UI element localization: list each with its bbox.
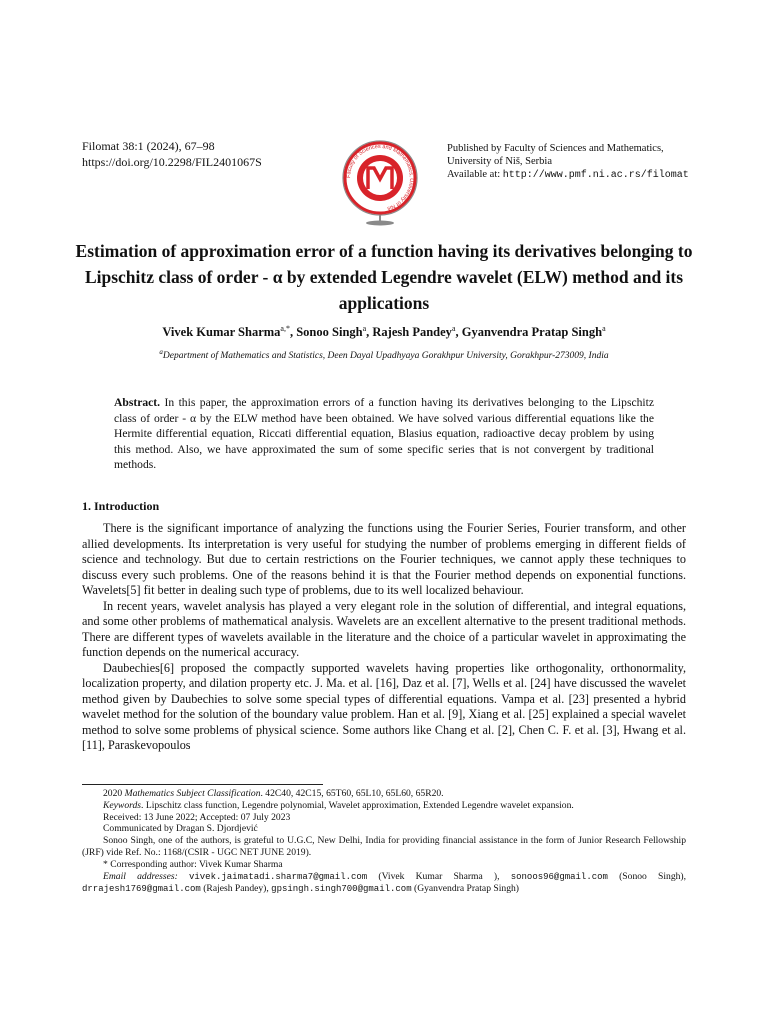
availability-line: [447, 168, 689, 182]
seal-ring-text: Faculty of Sciences and Mathematics, University of Niš: [345, 143, 415, 212]
journal-url-link[interactable]: http://www.pmf.ni.ac.rs/filomat: [502, 170, 689, 181]
author-separator: ,: [455, 325, 462, 340]
intro-body: [82, 521, 686, 754]
author-name: Gyanvendra Pratap Singh: [461, 325, 603, 340]
affiliation-sup: a: [159, 348, 163, 356]
msc-year: 2020: [103, 788, 125, 799]
msc-line: [82, 788, 686, 800]
faculty-seal-icon: [337, 131, 423, 227]
author-affil-sup: a,*: [280, 324, 290, 333]
email-owner: (Gyanvendra Pratap Singh): [411, 883, 519, 895]
grant-line: Sonoo Singh, one of the authors, is grateful to U.G.C, New Delhi, India for providing financial assistance in the form of Junior Research Fellowship (JRF) vide Ref. No.: 1168/(CSIR - UGC NET JUNE 2019).: [82, 835, 686, 858]
email-label: Email addresses:: [103, 870, 178, 882]
author-name: Vivek Kumar Sharma: [162, 325, 281, 340]
author-affil-sup: a: [362, 324, 367, 333]
footnote-rule: [82, 784, 323, 785]
author-separator: ,: [289, 325, 297, 340]
abstract-text: In this paper, the approximation errors of a function having its derivatives belonging to the Lipschitz class of order - α by the ELW method have been obtained. We have solved various differential equations like the Hermite differential equation, Riccati differential equation, Blasius equation, radioactive decay problem by using this method. Also, we have approximated the sum of some specific series that is not convergent by traditional methods.: [114, 396, 654, 471]
email-link[interactable]: gpsingh.singh700@gmail.com: [271, 884, 412, 895]
affiliation-text: Department of Mathematics and Statistics, Deen Dayal Upadhyaya Gorakhpur University, Gorakhpur-273009, India: [162, 351, 609, 362]
author-affil-sup: a: [602, 324, 606, 333]
section-heading: 1. Introduction: [82, 499, 160, 513]
university-line: University of Niš, Serbia: [447, 156, 552, 167]
author-list: [80, 324, 688, 340]
publisher-line: Published by Faculty of Sciences and Mathematics,: [447, 143, 664, 154]
author-name: Rajesh Pandey: [372, 325, 452, 340]
abstract-label: Abstract.: [114, 396, 161, 409]
email-owner: (Vivek Kumar Sharma ),: [367, 870, 511, 882]
author-affil-sup: a: [451, 324, 456, 333]
publisher-info: [447, 142, 689, 182]
journal-logo: [337, 131, 423, 227]
email-owner: (Sonoo Singh),: [607, 870, 686, 882]
keywords-text: . Lipschitz class function, Legendre polynomial, Wavelet approximation, Extended Legendre wavelet expansion.: [141, 799, 574, 811]
msc-label: Mathematics Subject Classification: [124, 788, 261, 799]
msc-codes: . 42C40, 42C15, 65T60, 65L10, 65L60, 65R20.: [260, 788, 444, 799]
email-link[interactable]: vivek.jaimatadi.sharma7@gmail.com: [188, 871, 368, 882]
corresponding-line: * Corresponding author: Vivek Kumar Sharma: [103, 858, 283, 870]
paragraph: Daubechies[6] proposed the compactly supported wavelets having properties like orthogonality, orthonormality, localization property, and dilation property etc. J. Ma. et al. [16], Daz et al. [7], Wells et al. [24] have discussed the wavelet method given by Daubechies to solve some special types of differential equations. Vampa et al. [23] presented a hybrid wavelet method for the solution of the boundary value problem. Han et al. [9], Xiang et al. [25] explained a special wavelet method to solve some problems of physical science. Some authors like Chang et al. [2], Chen C. F. et al. [3], Hwang et al. [11], Paraskevopoulos: [82, 660, 686, 752]
keywords-label: Keywords: [103, 799, 142, 811]
paragraph: In recent years, wavelet analysis has played a very elegant role in the solution of differential, and integral equations, and some other problems of mathematical analysis. Wavelets are an excellent alternative to the present traditional methods. There are different types of wavelets available in the literature and the choice of a particular wavelet in approximating the function depends on the numerical accuracy.: [82, 598, 686, 659]
communicated-line: Communicated by Dragan S. Djordjević: [103, 823, 258, 835]
received-line: Received: 13 June 2022; Accepted: 07 July 2023: [103, 811, 291, 823]
author-name: Sonoo Singh: [296, 325, 363, 340]
author-separator: ,: [366, 325, 373, 340]
email-line: [82, 871, 686, 897]
affiliation: [80, 348, 688, 361]
email-owner: (Rajesh Pandey),: [200, 883, 272, 895]
email-link[interactable]: sonoos96@gmail.com: [510, 871, 608, 882]
abstract: [114, 395, 654, 473]
paper-title: Estimation of approximation error of a function having its derivatives belonging to Lipschitz class of order - α by extended Legendre wavelet (ELW) method and its applications: [75, 241, 693, 313]
email-link[interactable]: drrajesh1769@gmail.com: [82, 884, 201, 895]
available-label: Available at:: [447, 169, 503, 180]
journal-citation: Filomat 38:1 (2024), 67–98: [82, 139, 215, 153]
footnotes: [82, 788, 686, 896]
keywords-line: [82, 800, 686, 812]
journal-header: [82, 138, 262, 170]
doi-link[interactable]: https://doi.org/10.2298/FIL2401067S: [82, 155, 262, 169]
paragraph: There is the significant importance of analyzing the functions using the Fourier Series, Fourier transform, and other allied developments. Its interpretation is very useful for studying the number of problems emerging in different fields of science and technology. But due to certain restrictions on the Fourier techniques, we cannot apply these techniques to discuss every such problems. One of the reasons behind it is that the Fourier method depends on exponential functions. Wavelets[5] fit better in dealing such type of problems, due to its well localized behaviour.: [82, 521, 686, 597]
